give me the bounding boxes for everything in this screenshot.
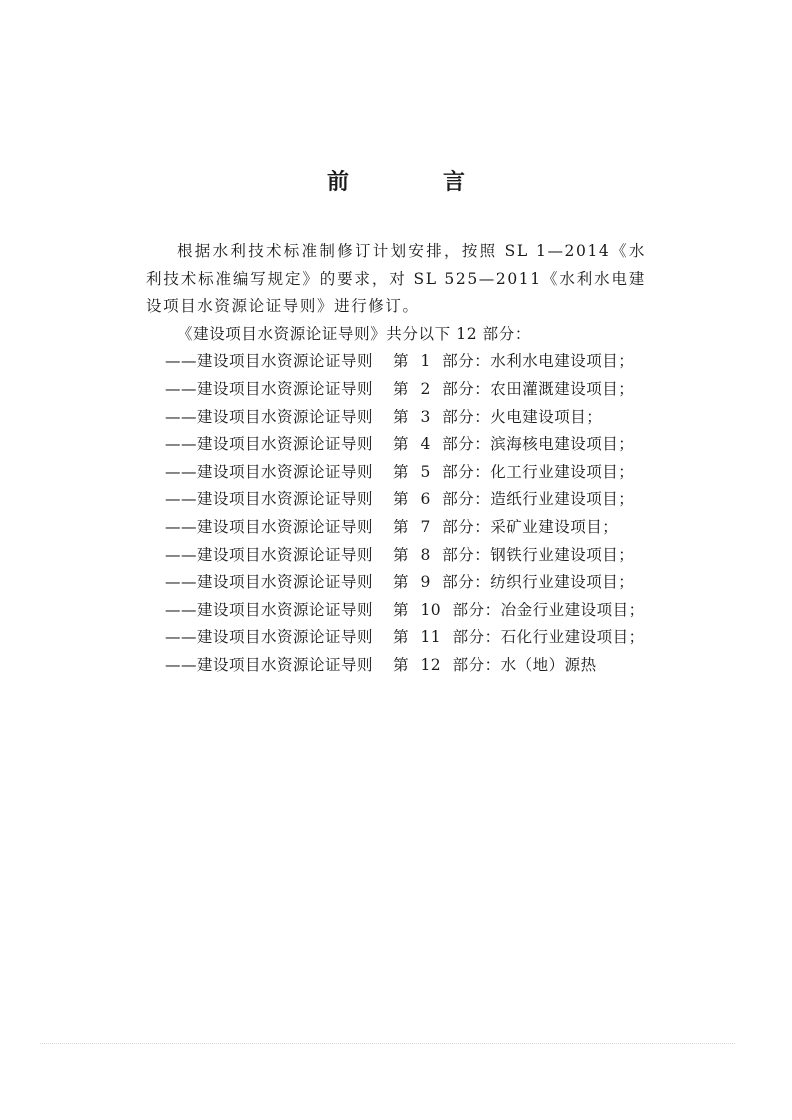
page-title: 前 言 [326,170,501,195]
list-item [146,404,646,432]
list-item-prefix: ——建设项目水资源论证导则 [165,573,374,592]
list-item-prefix: ——建设项目水资源论证导则 [165,545,374,564]
list-item [146,376,646,404]
list-item-prefix: ——建设项目水资源论证导则 [165,600,374,619]
list-item [146,459,646,487]
list-item [146,348,646,376]
list-item [146,569,646,597]
list-item-part: 第 12 部分：水（地）源热 [393,655,597,674]
list-item-part: 第 1 部分：水利水电建设项目； [393,352,635,371]
intro-paragraph: 根据水利技术标准制修订计划安排，按照 SL 1—2014《水利技术标准编写规定》的要求，对 SL 525—2011《水利水电建设项目水资源论证导则》进行修订。 [146,242,646,316]
list-item-part: 第 6 部分：造纸行业建设项目； [393,490,635,509]
list-item [146,486,646,514]
list-item-part: 第 3 部分：火电建设项目； [393,407,603,426]
list-item-prefix: ——建设项目水资源论证导则 [165,435,374,454]
list-item [146,652,646,680]
parts-intro-paragraph: 《建设项目水资源论证导则》共分以下 12 部分： [177,324,531,343]
parts-list [146,348,646,679]
list-item [146,514,646,542]
list-item-part: 第 4 部分：滨海核电建设项目； [393,435,635,454]
list-item [146,431,646,459]
list-item-prefix: ——建设项目水资源论证导则 [165,655,374,674]
list-item-prefix: ——建设项目水资源论证导则 [165,490,374,509]
list-item-prefix: ——建设项目水资源论证导则 [165,628,374,647]
list-item-prefix: ——建设项目水资源论证导则 [165,462,374,481]
list-item-prefix: ——建设项目水资源论证导则 [165,352,374,371]
list-item-prefix: ——建设项目水资源论证导则 [165,379,374,398]
list-item-prefix: ——建设项目水资源论证导则 [165,517,374,536]
body-text [146,238,646,680]
list-item-part: 第 5 部分：化工行业建设项目； [393,462,635,481]
list-item-prefix: ——建设项目水资源论证导则 [165,407,374,426]
list-item-part: 第 9 部分：纺织行业建设项目； [393,573,635,592]
list-item [146,597,646,625]
list-item [146,542,646,570]
list-item-part: 第 2 部分：农田灌溉建设项目； [393,379,635,398]
list-item-part: 第 11 部分：石化行业建设项目； [393,628,645,647]
page-bottom-divider [40,1043,735,1044]
list-item [146,624,646,652]
list-item-part: 第 10 部分：冶金行业建设项目； [393,600,645,619]
list-item-part: 第 7 部分：采矿业建设项目； [393,517,619,536]
list-item-part: 第 8 部分：钢铁行业建设项目； [393,545,635,564]
